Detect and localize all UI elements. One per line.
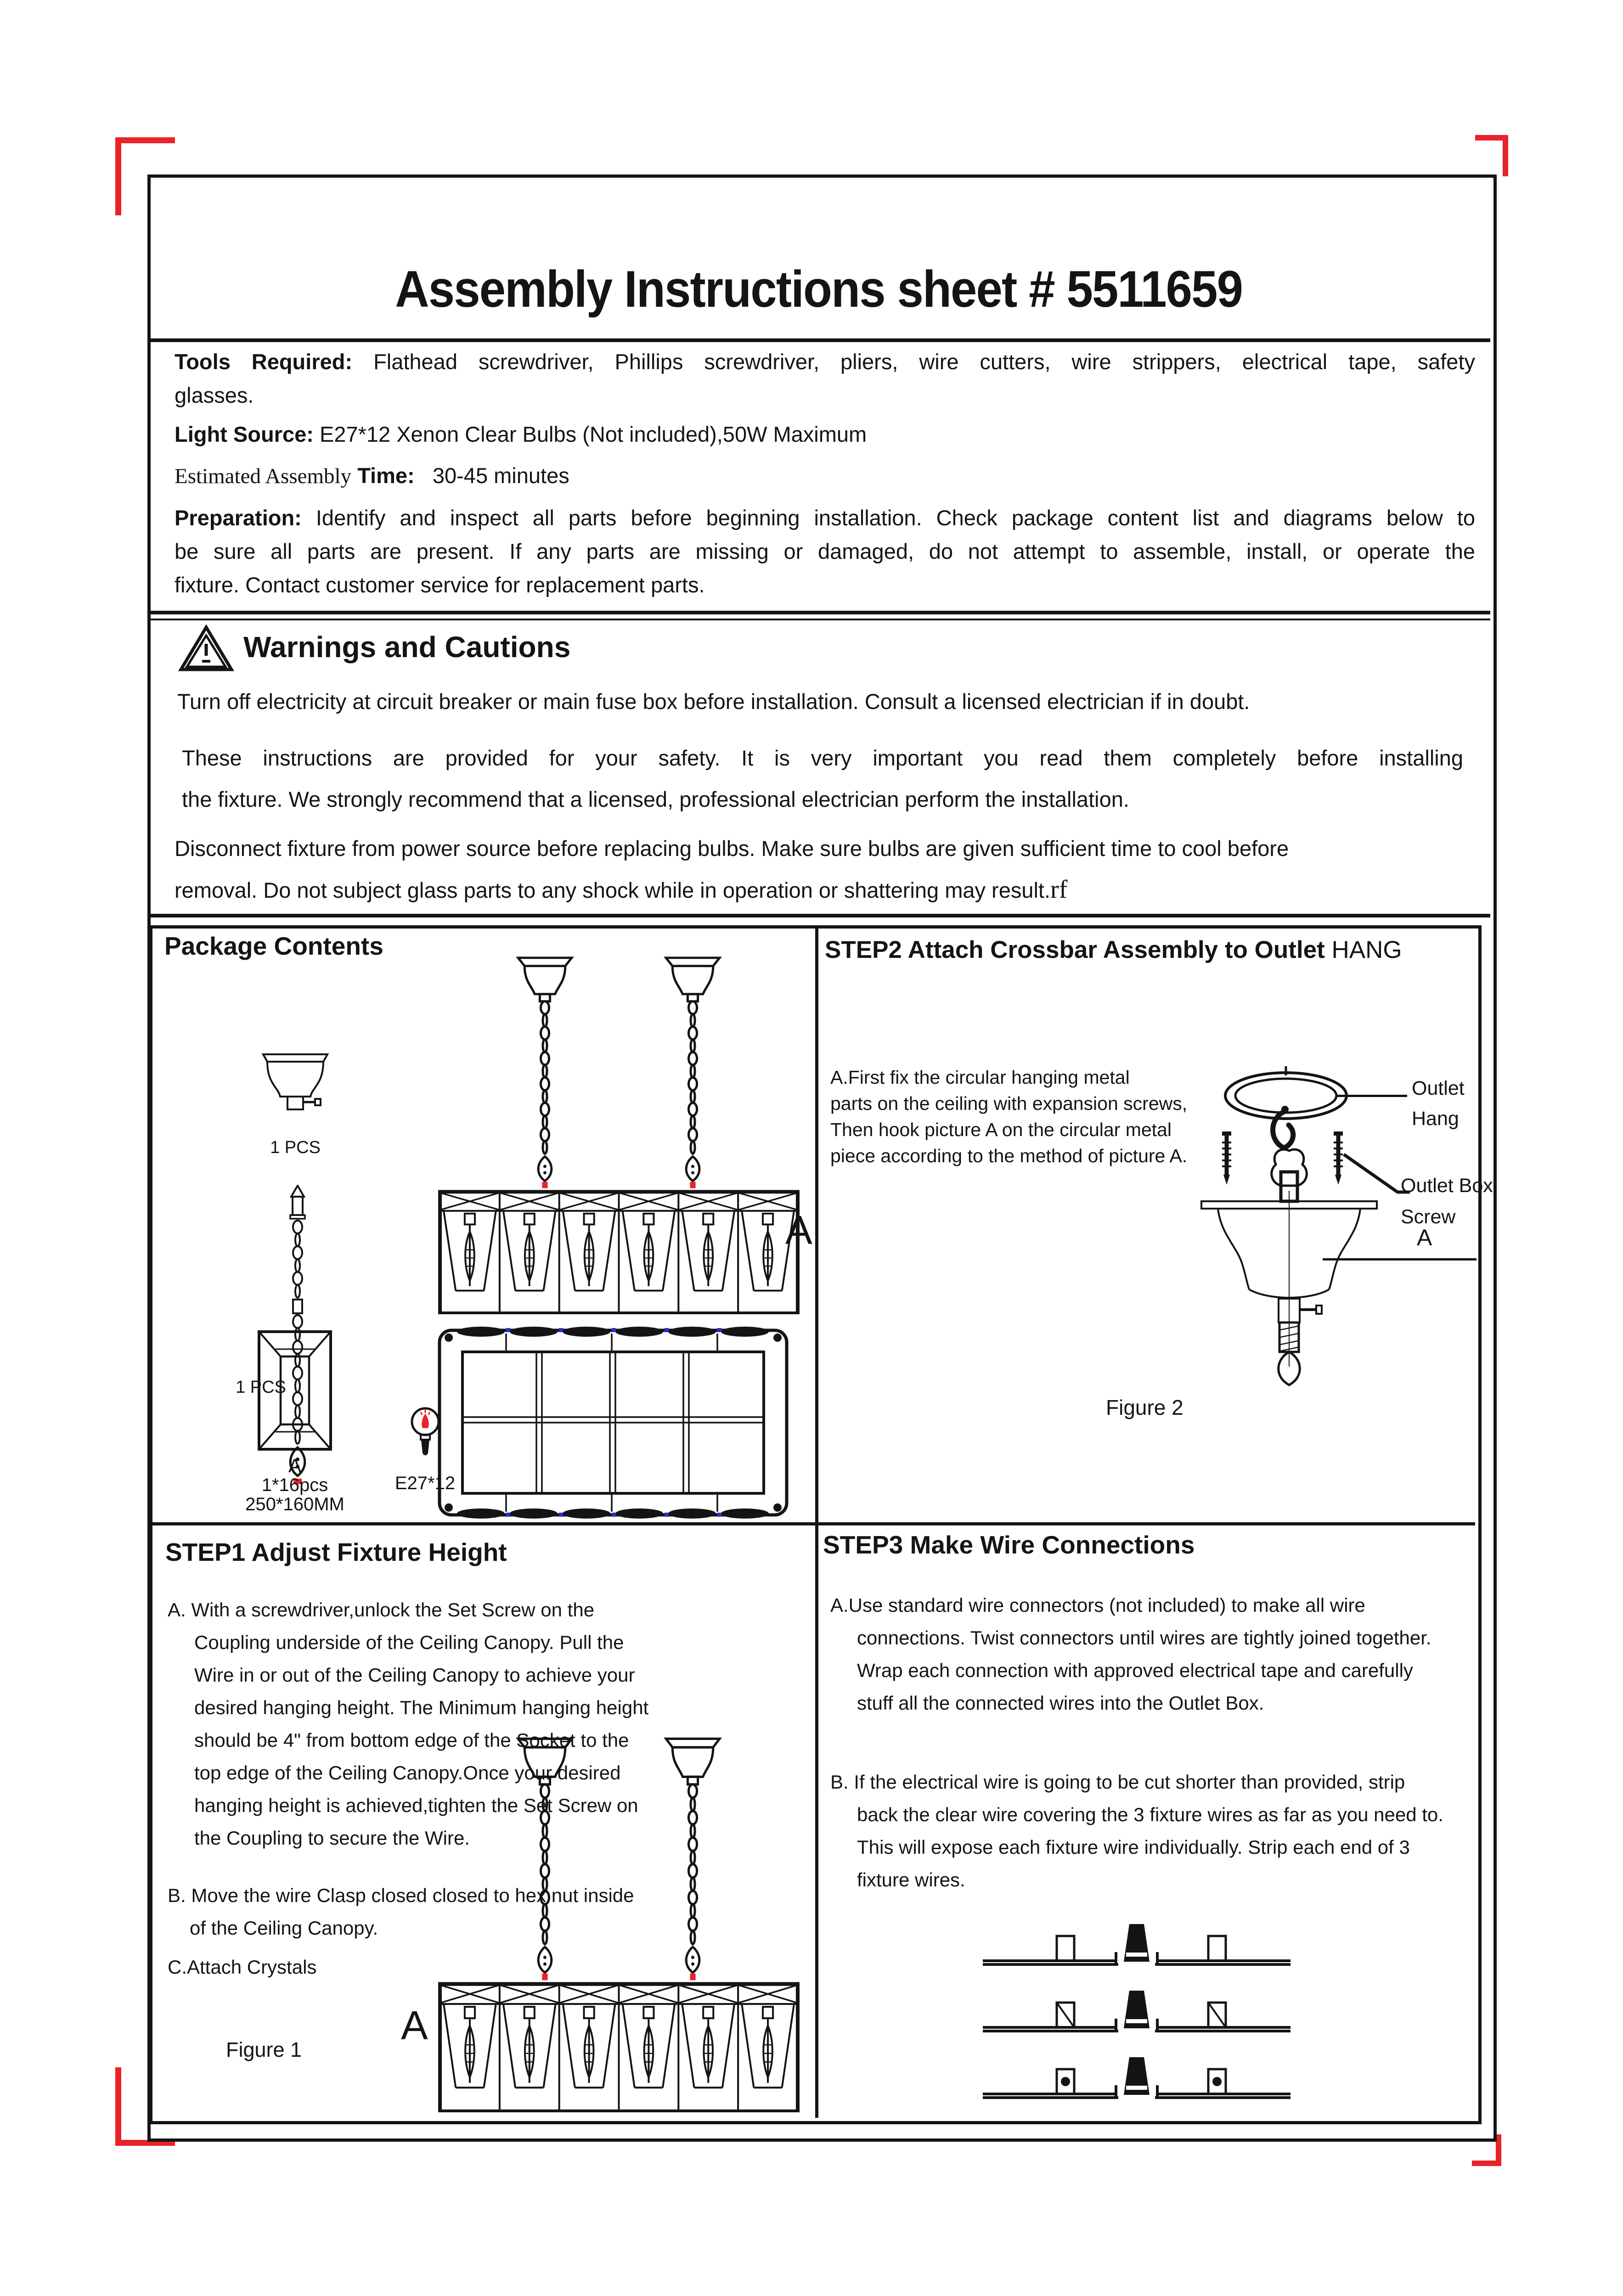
wire-connection-diagram [976, 1922, 1302, 2115]
screw-pointer-line [1336, 1148, 1411, 1201]
crystal-part-diagram [255, 1328, 334, 1453]
crystal-qty-label: 1*16pcs [261, 1475, 328, 1495]
crystal-size-label: 250*160MM [245, 1494, 344, 1514]
crop-mark-top-right [1503, 135, 1508, 176]
grid-horizontal-divider [149, 1522, 1475, 1525]
info-divider [151, 611, 1490, 614]
step1-paragraph-c: C.Attach Crystals [168, 1956, 317, 1978]
warnings-divider [151, 914, 1490, 917]
tools-required-line [175, 345, 1475, 378]
frame-bottom-view-diagram [437, 1326, 789, 1519]
assembly-time-value: 30-45 minutes [432, 463, 569, 488]
step1-para-a-line: the Coupling to secure the Wire. [194, 1827, 470, 1849]
step3-paragraph-b [830, 1766, 1443, 1896]
assembly-time-label-bold: Time: [357, 463, 415, 488]
outlet-box-screw-label-line2: Screw [1401, 1206, 1456, 1228]
preparation-line1 [175, 501, 1475, 534]
tools-required-line2: glasses. [175, 383, 254, 407]
light-source-text: E27*12 Xenon Clear Bulbs (Not included),50W Maximum [319, 422, 867, 446]
step1-heading: STEP1 Adjust Fixture Height [165, 1538, 507, 1566]
crop-mark-top-left [115, 137, 175, 143]
step2-heading-main: STEP2 Attach Crossbar Assembly to Outlet [825, 936, 1325, 963]
step2-para-line: Then hook picture A on the circular metal [830, 1119, 1172, 1140]
step1-para-b-line: B. Move the wire Clasp closed closed to hex nut inside [168, 1885, 634, 1906]
preparation-label: Preparation: [175, 506, 302, 530]
title-divider [151, 338, 1490, 342]
figure2-caption: Figure 2 [1106, 1396, 1183, 1419]
step3-heading: STEP3 Make Wire Connections [823, 1531, 1195, 1559]
step1-para-a-line: Wire in or out of the Ceiling Canopy to achieve your [194, 1664, 635, 1686]
figure1-label-a: A [401, 2003, 428, 2048]
fixture-label-a: A [785, 1207, 812, 1253]
step1-para-a-line: top edge of the Ceiling Canopy.Once your desired [194, 1762, 621, 1784]
step1-para-a-line: A. With a screwdriver,unlock the Set Screw on the [168, 1599, 595, 1621]
warnings-paragraph-3-line2 [175, 873, 1067, 906]
warnings-stray-text: rf [1050, 875, 1068, 904]
step2-heading-tail: HANG [1331, 936, 1402, 963]
step2-para-line: parts on the ceiling with expansion screws, [830, 1093, 1188, 1114]
grid-vertical-divider [815, 925, 818, 2118]
step3-paragraph-a [830, 1589, 1431, 1719]
warning-triangle-icon [178, 625, 234, 673]
light-bulb-icon [409, 1406, 442, 1460]
warnings-paragraph-3-text: removal. Do not subject glass parts to any shock while in operation or shattering may result. [175, 878, 1051, 902]
crystal-label-a: A [288, 1455, 301, 1476]
outlet-hang-label-line1: Outlet [1412, 1077, 1465, 1099]
step3-para-a-line: A.Use standard wire connectors (not included) to make all wire [830, 1594, 1365, 1616]
step3-para-a-line: connections. Twist connectors until wires are tightly joined together. [857, 1627, 1431, 1649]
step1-para-a-line: desired hanging height. The Minimum hanging height [194, 1697, 649, 1718]
warnings-heading: Warnings and Cautions [243, 630, 571, 664]
step2-para-line: piece according to the method of picture A. [830, 1145, 1188, 1166]
light-source-label: Light Source: [175, 422, 314, 446]
step3-para-b-line: back the clear wire covering the 3 fixture wires as far as you need to. [857, 1804, 1443, 1825]
step1-para-a-line: should be 4" from bottom edge of the Socket to the [194, 1729, 629, 1751]
step3-para-b-line: This will expose each fixture wire individually. Strip each end of 3 [857, 1836, 1410, 1858]
step2-heading [825, 936, 1402, 964]
crop-mark-bottom-left [115, 2067, 121, 2146]
outlet-box-screw-label-line1: Outlet Box [1401, 1175, 1493, 1197]
tools-required-label: Tools Required: [175, 349, 353, 374]
step1-para-a-line: hanging height is achieved,tighten the Set Screw on [194, 1795, 638, 1816]
package-contents-heading: Package Contents [164, 932, 383, 960]
preparation-line3: fixture. Contact customer service for replacement parts. [175, 573, 705, 597]
canopy-label-a: A [1417, 1225, 1432, 1250]
figure1-chandelier-diagram [436, 1732, 801, 2112]
step3-para-a-line: Wrap each connection with approved electrical tape and carefully [857, 1660, 1413, 1681]
chandelier-side-view-diagram [436, 951, 801, 1314]
light-source-line [175, 418, 867, 450]
warnings-paragraph-2-line1: These instructions are provided for your safety. It is very important you read them completely before installing [182, 746, 1463, 770]
canopy-qty-label: 1 PCS [270, 1138, 321, 1157]
preparation-line2: be sure all parts are present. If any parts are missing or damaged, do not attempt to assemble, install, or operate the [175, 539, 1475, 563]
crop-mark-top-left [115, 137, 121, 215]
step3-para-b-line: fixture wires. [857, 1869, 965, 1891]
step1-para-a-line: Coupling underside of the Ceiling Canopy. Pull the [194, 1632, 624, 1653]
figure1-caption: Figure 1 [226, 2038, 302, 2061]
outlet-hang-pointer-line [1337, 1095, 1407, 1097]
preparation-text: Identify and inspect all parts before beginning installation. Check package content list and diagrams below to [316, 506, 1476, 530]
page-title [147, 259, 1490, 319]
chain-qty-label: 1 PCS [236, 1378, 286, 1397]
bulb-spec-label: E27*12 [394, 1473, 456, 1493]
canopy-label-pointer-line [1323, 1258, 1476, 1261]
warnings-paragraph-3-line1: Disconnect fixture from power source before replacing bulbs. Make sure bulbs are given sufficient time to cool before [175, 836, 1289, 861]
step1-para-b-line: of the Ceiling Canopy. [190, 1917, 378, 1939]
step3-para-a-line: stuff all the connected wires into the Outlet Box. [857, 1692, 1264, 1714]
step3-para-b-line: B. If the electrical wire is going to be cut shorter than provided, strip [830, 1771, 1405, 1793]
canopy-part-diagram [261, 1041, 330, 1120]
page-title-text: Assembly Instructions sheet # 5511659 [395, 260, 1243, 318]
tools-required-text: Flathead screwdriver, Phillips screwdriver, pliers, wire cutters, wire strippers, electrical tape, safety [373, 349, 1475, 374]
info-divider-thin [151, 619, 1490, 620]
step2-para-line: A.First fix the circular hanging metal [830, 1067, 1130, 1088]
outlet-hang-label-line2: Hang [1412, 1108, 1459, 1130]
assembly-time-label-serif: Estimated Assembly [175, 464, 352, 488]
warnings-paragraph-1: Turn off electricity at circuit breaker or main fuse box before installation. Consult a licensed electrician if in doubt. [177, 689, 1250, 714]
warnings-paragraph-2-line2: the fixture. We strongly recommend that a licensed, professional electrician perform the installation. [182, 787, 1129, 811]
step2-paragraph [830, 1064, 1187, 1169]
assembly-time-line [175, 459, 569, 493]
